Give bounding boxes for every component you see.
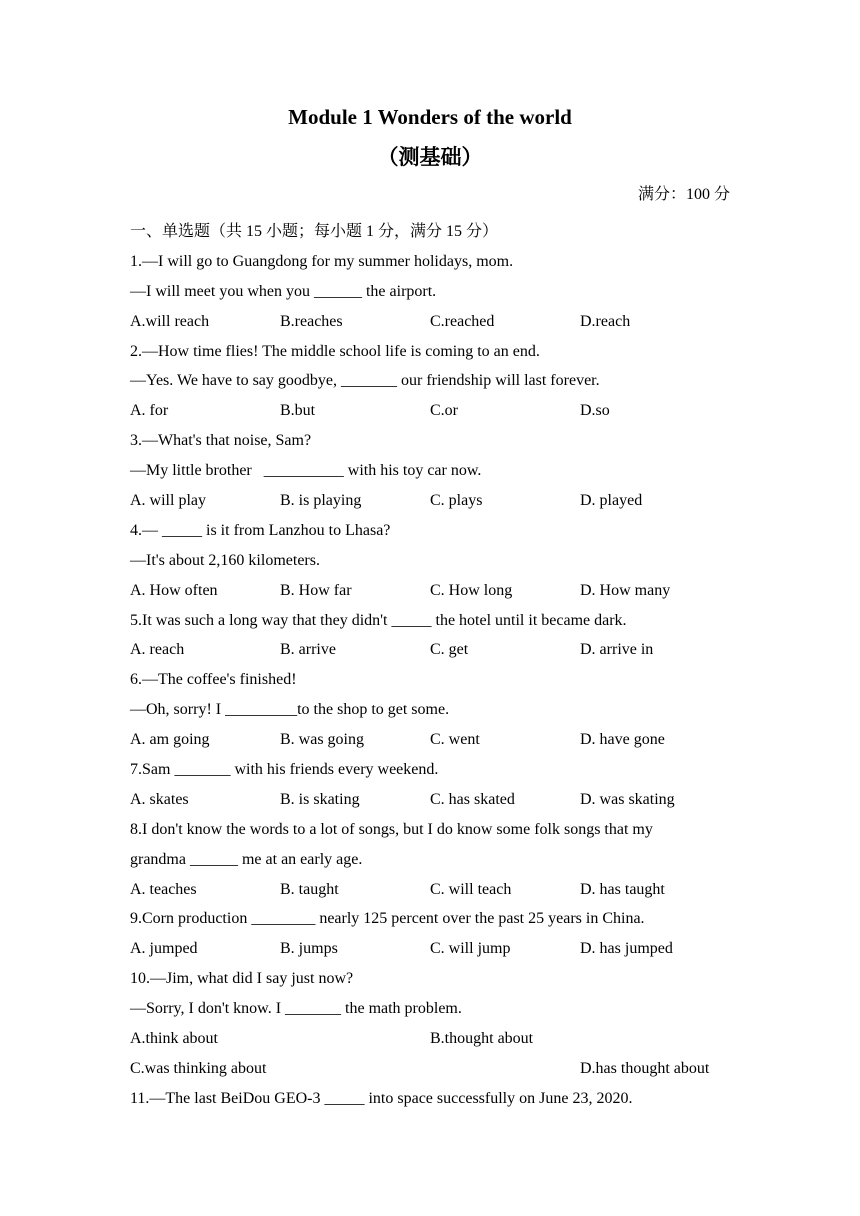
question-5-stem: 5.It was such a long way that they didn't _____ the hotel until it became dark. xyxy=(130,611,627,629)
question-11-stem: 11.—The last BeiDou GEO-3 _____ into space successfully on June 23, 2020. xyxy=(130,1089,633,1107)
option-c: C. will teach xyxy=(430,880,512,898)
option-d: D.so xyxy=(580,402,610,420)
option-d: D. arrive in xyxy=(580,641,654,659)
option-c: C.reached xyxy=(430,312,495,330)
option-d: D. was skating xyxy=(580,790,675,808)
question-4-stem: 4.— _____ is it from Lanzhou to Lhasa? xyxy=(130,521,391,539)
option-a: A. How often xyxy=(130,581,218,599)
option-d: D. has taught xyxy=(580,880,665,898)
question-8-options xyxy=(130,875,730,905)
option-d: D. have gone xyxy=(580,731,665,749)
page-subtitle: （测基础） xyxy=(377,145,483,169)
question-7-stem: 7.Sam _______ with his friends every weekend. xyxy=(130,761,439,779)
question-2-stem: 2.—How time flies! The middle school life is coming to an end. xyxy=(130,342,540,360)
option-a: A. jumped xyxy=(130,940,198,958)
option-b: B.reaches xyxy=(280,312,343,330)
section-heading: 一、单选题（共 15 小题；每小题 1 分，满分 15 分） xyxy=(130,223,499,240)
option-c: C. plays xyxy=(430,492,483,510)
question-10-stem-line2: —Sorry, I don't know. I _______ the math problem. xyxy=(130,1000,462,1018)
question-1-stem: 1.—I will go to Guangdong for my summer holidays, mom. xyxy=(130,252,514,270)
option-d: D. played xyxy=(580,492,643,510)
question-list xyxy=(130,217,730,1114)
question-5-options xyxy=(130,635,730,665)
option-b: B. arrive xyxy=(280,641,336,659)
question-8-stem-line2: grandma ______ me at an early age. xyxy=(130,850,363,868)
option-c: C. went xyxy=(430,731,480,749)
option-b: B.thought about xyxy=(430,1030,534,1048)
option-a: A. reach xyxy=(130,641,185,659)
question-9-stem: 9.Corn production ________ nearly 125 percent over the past 25 years in China. xyxy=(130,910,645,928)
option-a: A. will play xyxy=(130,492,206,510)
question-4-stem-line2: —It's about 2,160 kilometers. xyxy=(130,551,320,569)
question-10-options-row1 xyxy=(130,1024,730,1054)
question-1-stem-line2: —I will meet you when you ______ the airport. xyxy=(130,282,437,300)
full-score-label: 满分：100 分 xyxy=(637,186,730,203)
option-b: B. is skating xyxy=(280,790,360,808)
option-a: A.think about xyxy=(130,1030,218,1048)
question-3-stem-line2: —My little brother __________ with his toy car now. xyxy=(130,462,482,480)
option-a: A. skates xyxy=(130,790,189,808)
option-b: B. jumps xyxy=(280,940,338,958)
option-d: D. How many xyxy=(580,581,671,599)
question-10-stem: 10.—Jim, what did I say just now? xyxy=(130,970,354,988)
option-d: D.reach xyxy=(580,312,631,330)
option-c: C. get xyxy=(430,641,469,659)
option-a: A. teaches xyxy=(130,880,197,898)
option-b: B.but xyxy=(280,402,316,420)
option-c: C.or xyxy=(430,402,458,420)
question-6-stem-line2: —Oh, sorry! I _________to the shop to get some. xyxy=(130,701,450,719)
question-8-stem: 8.I don't know the words to a lot of songs, but I do know some folk songs that my xyxy=(130,820,653,838)
option-d: D.has thought about xyxy=(580,1059,710,1077)
question-3-options xyxy=(130,486,730,516)
option-a: A.will reach xyxy=(130,312,210,330)
question-2-stem-line2: —Yes. We have to say goodbye, _______ our friendship will last forever. xyxy=(130,372,600,390)
question-3-stem: 3.—What's that noise, Sam? xyxy=(130,432,312,450)
question-2-options xyxy=(130,396,730,426)
option-b: B. taught xyxy=(280,880,339,898)
question-4-options xyxy=(130,576,730,606)
option-a: A. am going xyxy=(130,731,210,749)
question-6-stem: 6.—The coffee's finished! xyxy=(130,671,297,689)
page-title: Module 1 Wonders of the world xyxy=(288,105,572,129)
option-c: C. How long xyxy=(430,581,513,599)
question-1-options xyxy=(130,307,730,337)
option-b: B. How far xyxy=(280,581,352,599)
option-c: C.was thinking about xyxy=(130,1059,267,1077)
question-10-options-row2 xyxy=(130,1054,730,1084)
option-c: C. will jump xyxy=(430,940,511,958)
option-a: A. for xyxy=(130,402,169,420)
option-b: B. is playing xyxy=(280,492,362,510)
option-d: D. has jumped xyxy=(580,940,673,958)
question-6-options xyxy=(130,725,730,755)
question-7-options xyxy=(130,785,730,815)
option-b: B. was going xyxy=(280,731,364,749)
question-9-options xyxy=(130,934,730,964)
option-c: C. has skated xyxy=(430,790,515,808)
